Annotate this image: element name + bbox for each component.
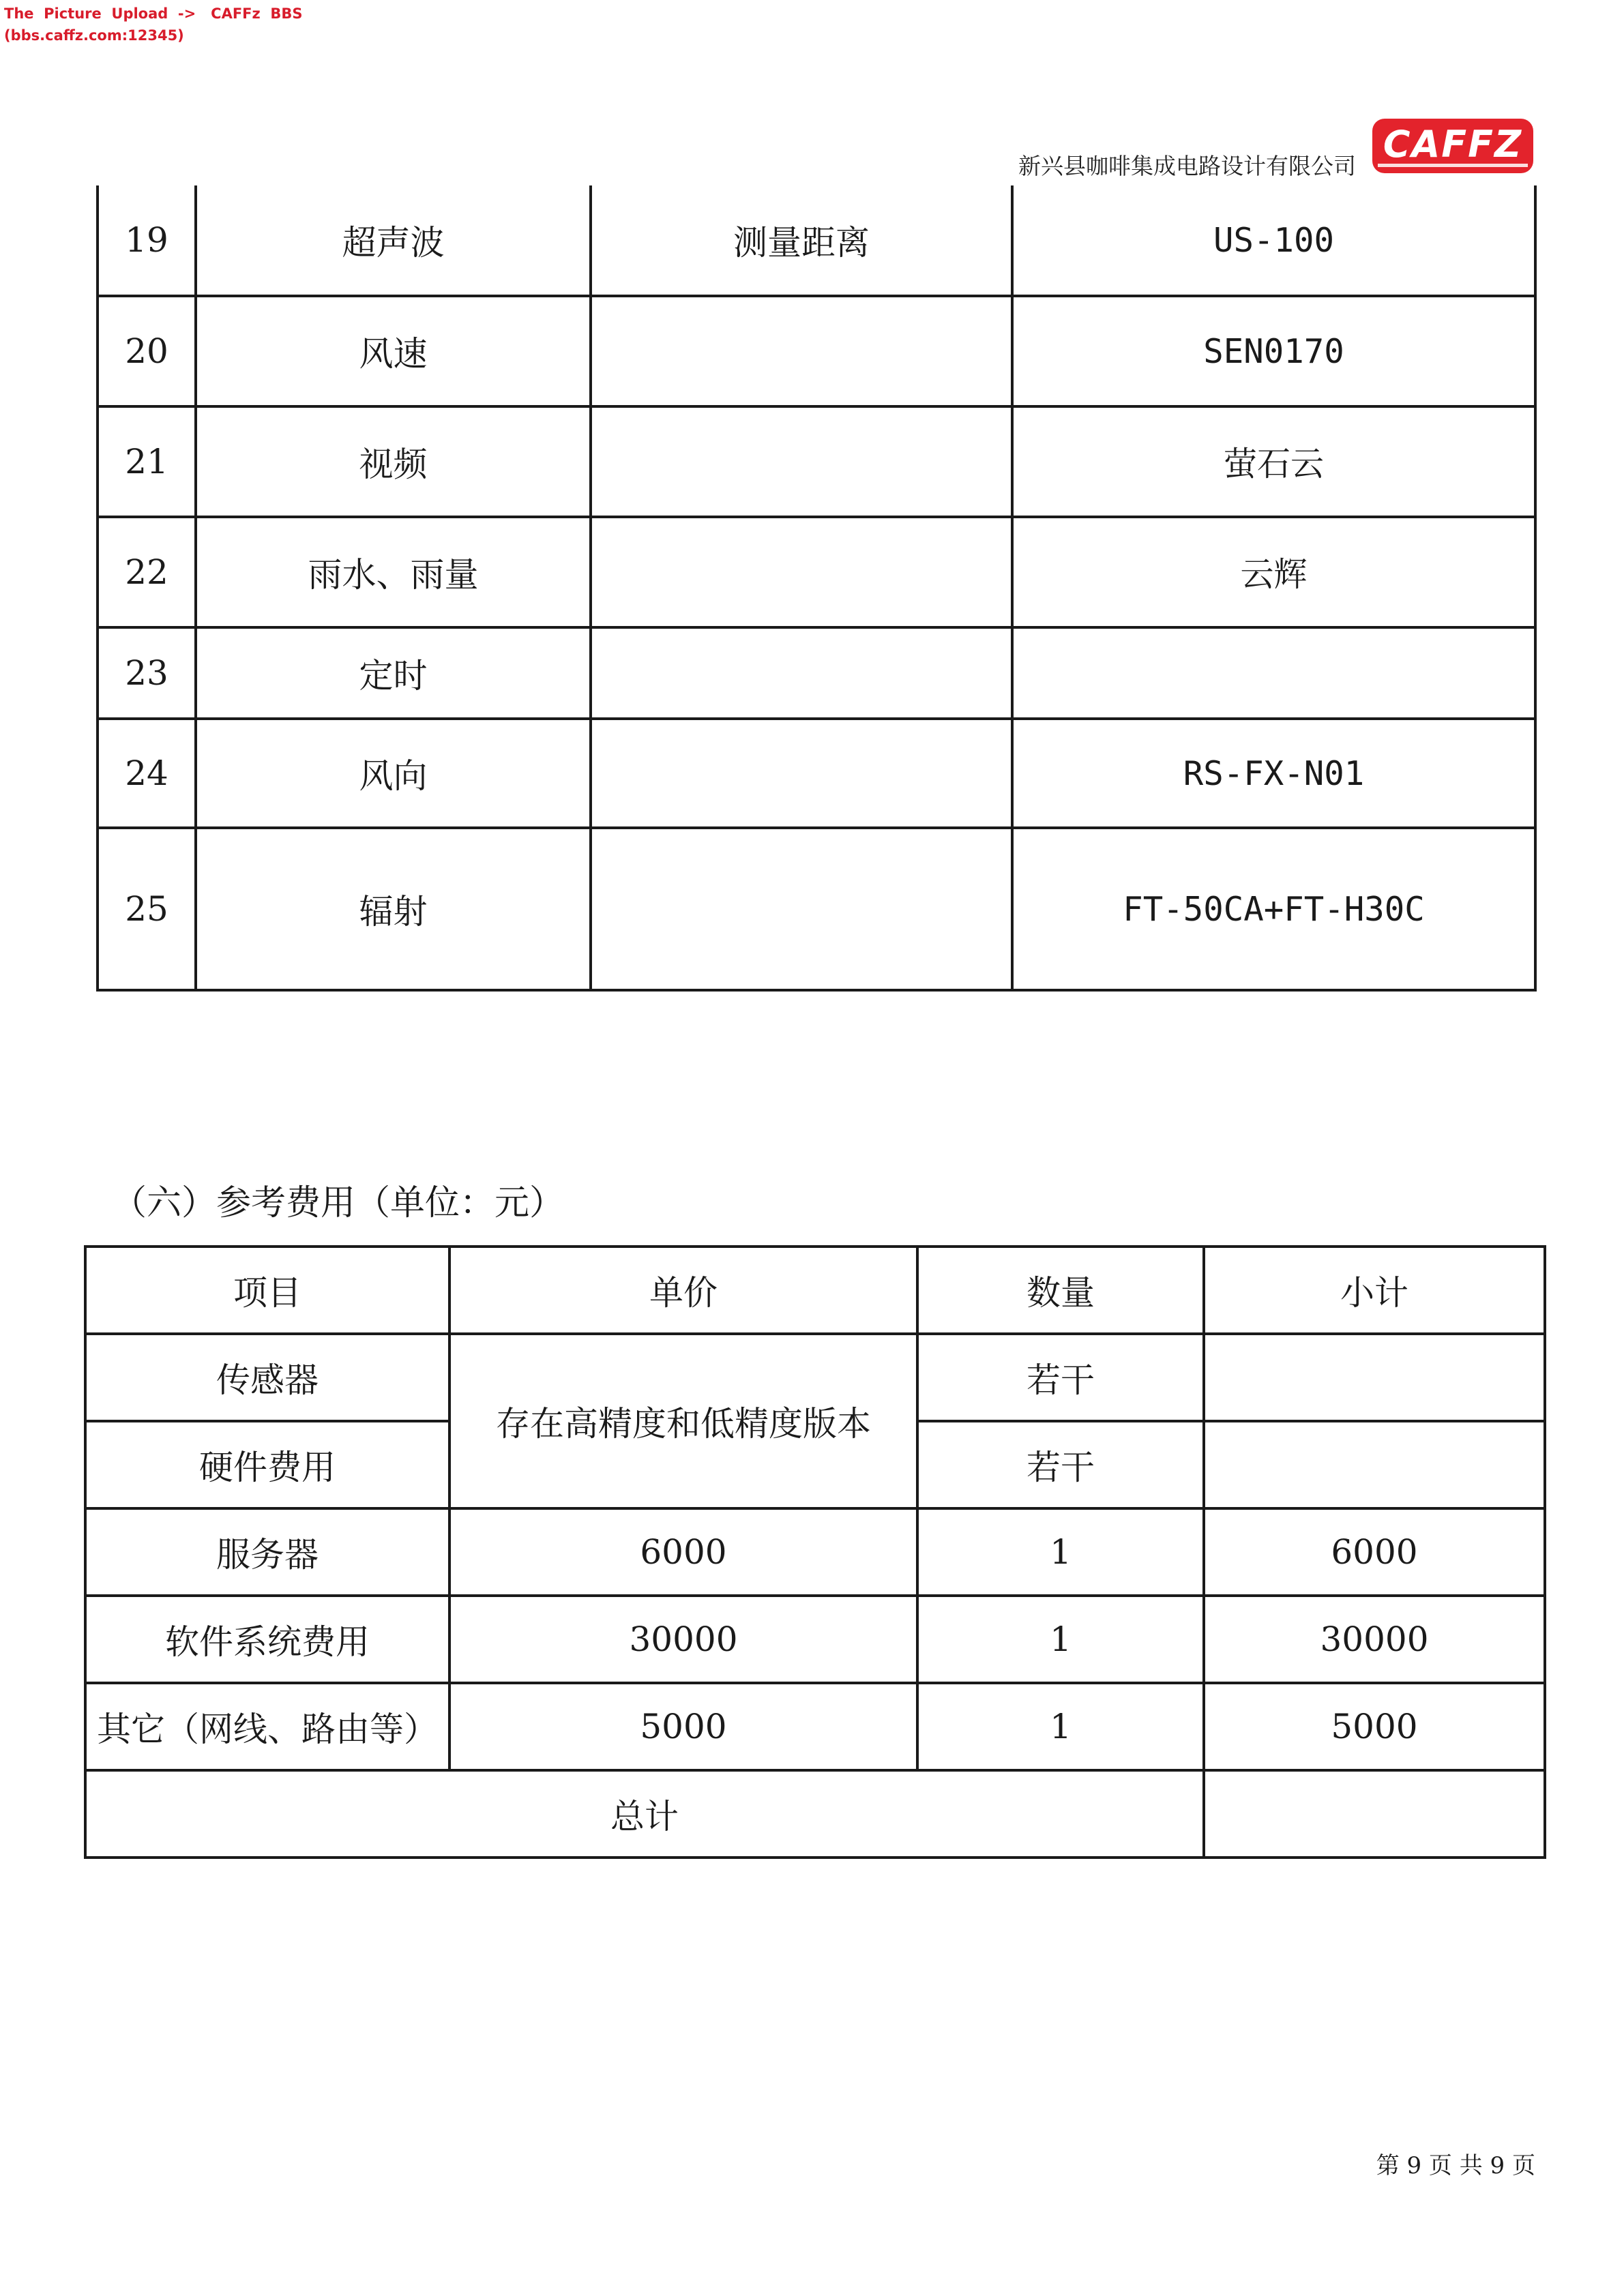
cost-table — [84, 1245, 1546, 1859]
total-value — [1204, 1770, 1545, 1858]
table-row — [85, 1334, 1545, 1421]
sensor-name: 定时 — [196, 627, 591, 719]
sensor-purpose — [591, 719, 1012, 828]
sensor-no: 25 — [98, 828, 196, 990]
sensor-name: 视频 — [196, 406, 591, 517]
sensor-no: 22 — [98, 517, 196, 627]
table-row — [98, 828, 1535, 990]
sensor-purpose: 测量距离 — [591, 185, 1012, 296]
cost-quantity: 若干 — [917, 1421, 1204, 1508]
header-unit-price: 单价 — [449, 1247, 917, 1334]
sensor-purpose — [591, 627, 1012, 719]
table-row — [98, 296, 1535, 406]
sensor-no: 23 — [98, 627, 196, 719]
sensor-model: 云辉 — [1012, 517, 1535, 627]
table-header-row — [85, 1247, 1545, 1334]
sensor-model: US-100 — [1012, 185, 1535, 296]
cost-subtotal: 6000 — [1204, 1508, 1545, 1596]
cost-unit-price: 6000 — [449, 1508, 917, 1596]
cost-unit-price: 30000 — [449, 1596, 917, 1683]
table-row — [85, 1596, 1545, 1683]
cost-subtotal: 30000 — [1204, 1596, 1545, 1683]
cost-item: 其它（网线、路由等） — [85, 1683, 449, 1770]
cost-quantity: 若干 — [917, 1334, 1204, 1421]
sensor-name: 风向 — [196, 719, 591, 828]
watermark — [4, 3, 303, 46]
cost-item: 软件系统费用 — [85, 1596, 449, 1683]
company-name: 新兴县咖啡集成电路设计有限公司 — [1018, 153, 1356, 179]
sensor-no: 19 — [98, 185, 196, 296]
cost-item: 硬件费用 — [85, 1421, 449, 1508]
cost-unit-price: 5000 — [449, 1683, 917, 1770]
cost-subtotal — [1204, 1421, 1545, 1508]
sensor-purpose — [591, 406, 1012, 517]
cost-item: 传感器 — [85, 1334, 449, 1421]
sensor-model: FT-50CA+FT-H30C — [1012, 828, 1535, 990]
cost-item: 服务器 — [85, 1508, 449, 1596]
watermark-line-1: The Picture Upload -> CAFFz BBS — [4, 5, 303, 22]
sensor-no: 21 — [98, 406, 196, 517]
table-total-row — [85, 1770, 1545, 1858]
table-row — [98, 185, 1535, 296]
sensor-model: SEN0170 — [1012, 296, 1535, 406]
table-row — [85, 1508, 1545, 1596]
logo-text: CAFFZ — [1383, 123, 1523, 166]
table-row — [85, 1683, 1545, 1770]
header-item: 项目 — [85, 1247, 449, 1334]
sensor-purpose — [591, 517, 1012, 627]
sensor-table — [96, 185, 1537, 992]
cost-quantity: 1 — [917, 1596, 1204, 1683]
table-row — [98, 627, 1535, 719]
cost-quantity: 1 — [917, 1683, 1204, 1770]
caffz-logo — [1371, 116, 1535, 176]
sensor-purpose — [591, 828, 1012, 990]
header-subtotal: 小计 — [1204, 1247, 1545, 1334]
sensor-no: 20 — [98, 296, 196, 406]
sensor-no: 24 — [98, 719, 196, 828]
cost-unit-price: 存在高精度和低精度版本 — [449, 1334, 917, 1508]
table-row — [98, 406, 1535, 517]
cost-subtotal: 5000 — [1204, 1683, 1545, 1770]
sensor-model: 萤石云 — [1012, 406, 1535, 517]
sensor-name: 辐射 — [196, 828, 591, 990]
cost-section-heading: （六）参考费用（单位：元） — [112, 1183, 565, 1223]
sensor-purpose — [591, 296, 1012, 406]
table-row — [98, 719, 1535, 828]
sensor-name: 风速 — [196, 296, 591, 406]
total-label: 总计 — [85, 1770, 1204, 1858]
cost-subtotal — [1204, 1334, 1545, 1421]
table-row — [98, 517, 1535, 627]
sensor-model: RS-FX-N01 — [1012, 719, 1535, 828]
page-number: 第 9 页 共 9 页 — [1376, 2152, 1535, 2179]
header-quantity: 数量 — [917, 1247, 1204, 1334]
sensor-name: 雨水、雨量 — [196, 517, 591, 627]
sensor-model — [1012, 627, 1535, 719]
sensor-name: 超声波 — [196, 185, 591, 296]
cost-quantity: 1 — [917, 1508, 1204, 1596]
watermark-line-2: (bbs.caffz.com:12345) — [4, 27, 184, 44]
